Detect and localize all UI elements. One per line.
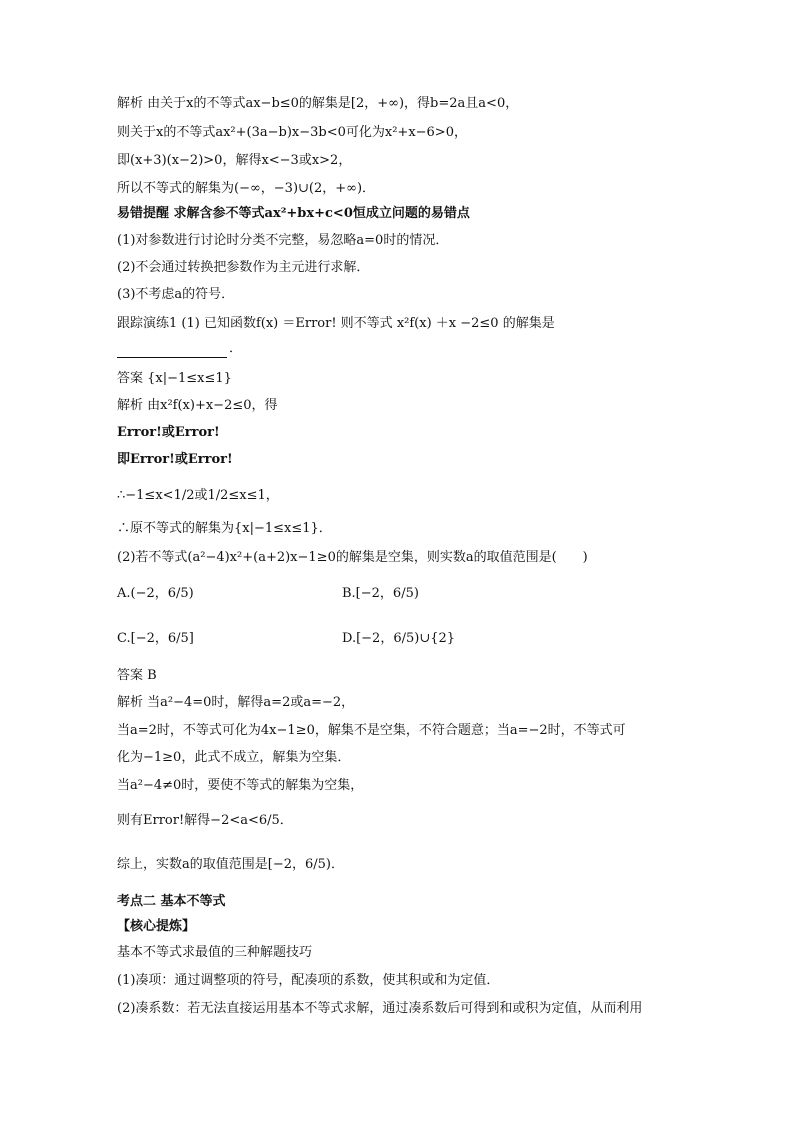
text-line: Error!或Error!	[117, 425, 220, 440]
answer-blank	[117, 345, 227, 358]
text-line: (2)凑系数：若无法直接运用基本不等式求解，通过凑系数后可得到和或积为定值，从而利用	[117, 1001, 643, 1016]
text-line: 即(x+3)(x−2)>0，解得x<−3或x>2，	[117, 153, 352, 168]
text-line: 所以不等式的解集为(−∞，−3)∪(2，+∞)．	[117, 181, 376, 196]
text-line: 解析 由x²f(x)+x−2≤0，得	[117, 398, 278, 413]
text-line: (2)不会通过转换把参数作为主元进行求解．	[117, 260, 370, 275]
text-line: 解析 由关于x的不等式ax−b≤0的解集是[2，+∞)，得b=2a且a<0，	[117, 96, 519, 111]
text-line: (1)对参数进行讨论时分类不完整，易忽略a=0时的情况．	[117, 233, 449, 248]
text-line: 【核心提炼】	[117, 919, 196, 934]
answer-blank-line	[117, 340, 242, 358]
section-heading: 考点二 基本不等式	[117, 894, 226, 909]
option-b: B.[−2，6/5)	[342, 586, 419, 601]
text-line: 跟踪演练1 (1) 已知函数f(x) ＝Error! 则不等式 x²f(x) ＋x −2≤0 的解集是	[117, 316, 555, 331]
text-line: 易错提醒 求解含参不等式ax²+bx+c<0恒成立问题的易错点	[117, 206, 470, 221]
text-line: 即Error!或Error!	[117, 452, 233, 467]
text-line: ∴−1≤x<1/2或1/2≤x≤1，	[117, 488, 279, 503]
text-line: 则有Error!解得−2<a<6/5．	[117, 813, 293, 828]
blank-period: ．	[229, 341, 243, 356]
text-line: 基本不等式求最值的三种解题技巧	[117, 945, 313, 960]
text-line: (3)不考虑a的符号．	[117, 287, 235, 302]
text-line: 答案 B	[117, 668, 157, 683]
text-line: 解析 当a²−4=0时，解得a=2或a=−2，	[117, 695, 355, 710]
option-a: A.(−2，6/5)	[117, 586, 194, 601]
text-line: 当a²−4≠0时，要使不等式的解集为空集，	[117, 778, 364, 793]
text-line: 化为−1≥0，此式不成立，解集为空集．	[117, 750, 351, 765]
text-line: 则关于x的不等式ax²+(3a−b)x−3b<0可化为x²+x−6>0，	[117, 125, 467, 140]
text-line: (2)若不等式(a²−4)x²+(a+2)x−1≥0的解集是空集，则实数a的取值范围是( )	[117, 550, 588, 565]
text-line: 答案 {x|−1≤x≤1}	[117, 371, 232, 386]
option-d: D.[−2，6/5)∪{2}	[342, 631, 456, 646]
text-line: 综上，实数a的取值范围是[−2，6/5)．	[117, 857, 344, 872]
text-line: 当a=2时，不等式可化为4x−1≥0，解集不是空集，不符合题意；当a=−2时，不等式可	[117, 723, 626, 738]
option-c: C.[−2，6/5]	[117, 631, 194, 646]
text-line: ∴原不等式的解集为{x|−1≤x≤1}．	[117, 521, 332, 536]
text-line: (1)凑项：通过调整项的符号，配凑项的系数，使其积或和为定值．	[117, 973, 500, 988]
